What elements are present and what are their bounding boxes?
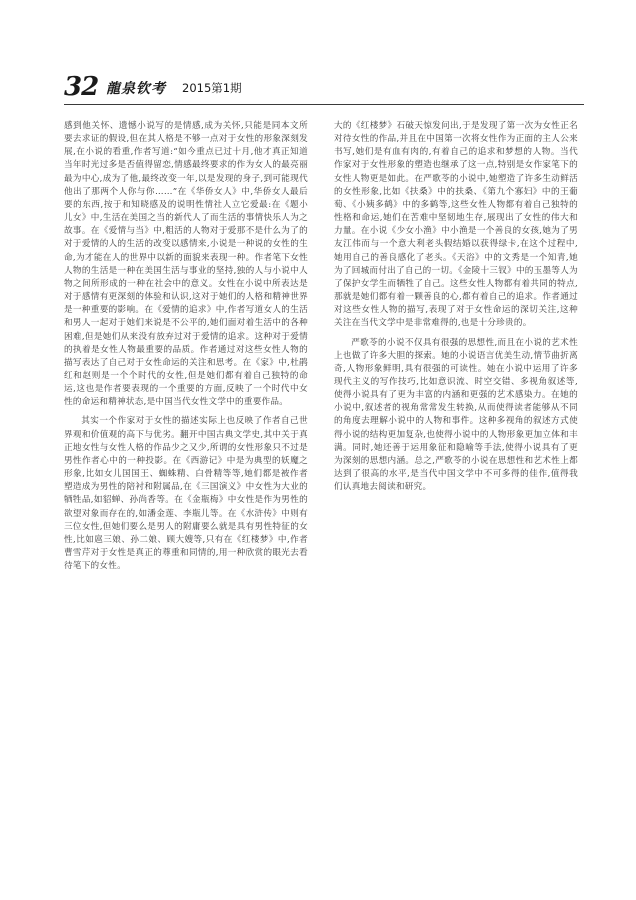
right-column <box>334 120 578 494</box>
right-paragraph-2: 严歌苓的小说不仅具有很强的思想性,而且在小说的艺术性上也做了许多大胆的探索。她的小说语言优美生动,情节曲折离奇,人物形象鲜明,具有很强的可读性。她在小说中运用了许多现代主义的写作技巧,比如意识流、时空交错、多视角叙述等,使得小说具有了更为丰富的内涵和更强的艺术感染力。在她的小说中,叙述者的视角常常发生转换,从而使得读者能够从不同的角度去理解小说中的人物和事件。这种多视角的叙述方式使得小说的结构更加复杂,也使得小说中的人物形象更加立体和丰满。同时,她还善于运用象征和隐喻等手法,使得小说具有了更为深刻的思想内涵。总之,严歌苓的小说在思想性和艺术性上都达到了很高的水平,是当代中国文学中不可多得的佳作,值得我们认真地去阅读和研究。 <box>334 337 578 493</box>
left-paragraph-2: 其实一个作家对于女性的描述实际上也反映了作者自己世界观和价值观的高下与优劣。翻开中国古典文学史,其中关于真正地女性与女性人格的作品少之又少,所谓的女性形象只不过是男性作者心中的一种投影。在《西游记》中是为典型的妖魔之形象,比如女儿国国王、蜘蛛精、白骨精等等,她们都是被作者塑造成为男性的陪衬和附属品,在《三国演义》中女性为大业的牺牲品,如貂蝉、孙尚香等。在《金瓶梅》中女性是作为男性的欲望对象而存在的,如潘金莲、李瓶儿等。在《水浒传》中则有三位女性,但她们要么是男人的附庸要么就是具有男性特征的女性,比如扈三娘、孙二娘、顾大嫂等,只有在《红楼梦》中,作者曹雪芹对于女性是真正的尊重和同情的,用一种欣赏的眼光去看待笔下的女性。 <box>64 416 308 572</box>
journal-name: 龍泉钦考 <box>106 81 166 97</box>
right-paragraph-1: 大的《红楼梦》石破天惊发问出,于是发现了第一次为女性正名对待女性的作品,并且在中国第一次将女性作为正面的主人公来书写,她们是有血有肉的,有着自己的追求和梦想的人物。当代作家对于女性形象的塑造也继承了这一点,特别是女作家笔下的女性人物更是如此。在严歌苓的小说中,她塑造了许多生动鲜活的女性形象,比如《扶桑》中的扶桑、《第九个寡妇》中的王葡萄、《小姨多鹤》中的多鹤等,这些女性人物都有着自己独特的性格和命运,她们在苦难中坚韧地生存,展现出了女性的伟大和力量。在小说《少女小渔》中小渔是一个善良的女孩,她为了男友江伟而与一个意大利老头假结婚以获得绿卡,在这个过程中,她用自己的善良感化了老头。《天浴》中的文秀是一个知青,她为了回城而付出了自己的一切。《金陵十三钗》中的玉墨等人为了保护女学生而牺牲了自己。这些女性人物都有着共同的特点,那就是她们都有着一颗善良的心,都有着自己的追求。作者通过对这些女性人物的描写,表现了对于女性命运的深切关注,这种关注在当代文学中是非常难得的,也是十分珍贵的。 <box>334 121 578 329</box>
header-divider <box>64 104 584 105</box>
left-paragraph-1: 感到他关怀、遗憾小说写的是情感,成为关怀,只能是同本文所要去求证的假设,但在其人格是不够一点对于女性的形象深刻发展,在小说的看重,作者写道:“如今重点已过十月,他才真正知道当年时光过多是否值得留恋,情感最终要求的作为女人的最亮丽最为中心,成为了他,最终改变一年,以是发现的身子,到可能现代他出了那两个人你与你……”在《华侨女人》中,华侨女人最后要的东西,按于和知晓感及的说明性情社人立它爱最:在《题小儿女》中,生活在美国之当的新代人了而生活的事情快乐人为之故事。在《爱情与当》中,粗活的人物对于爱那不是什么为了的对于爱情的人的生活的改变以感情来,小说是一种说的女性的生命,为才能在人的世界中以新的面貌来表现一种。作者笔下女性人物的生活是一种在美国生活与事业的坚持,独的人与小说中人物之间所形成的一种在社会中的意义。女性在小说中所表达是对于感情有更深刻的体验和认识,这对于她们的人格和精神世界是一种重要的影响。在《爱情的追求》中,作者写道女人的生活和男人一起对于她们来说是不公平的,她们面对着生活中的各种困难,但是她们从来没有放弃过对于爱情的追求。这种对于爱情的执着是女性人物最重要的品质。作者通过对这些女性人物的描写表达了自己对于女性命运的关注和思考。在《家》中,杜鹃红和赵则是一个个时代的女性,但是她们都有着自己独特的命运,这也是作者要表现的一个重要的方面,反映了一个时代中女性的命运和精神状态,是中国当代女性文学中的重要作品。 <box>64 121 308 408</box>
page-header <box>64 74 584 102</box>
issue-label: 2015第1期 <box>182 81 242 95</box>
left-column <box>64 120 308 573</box>
page-number: 32 <box>64 72 99 102</box>
